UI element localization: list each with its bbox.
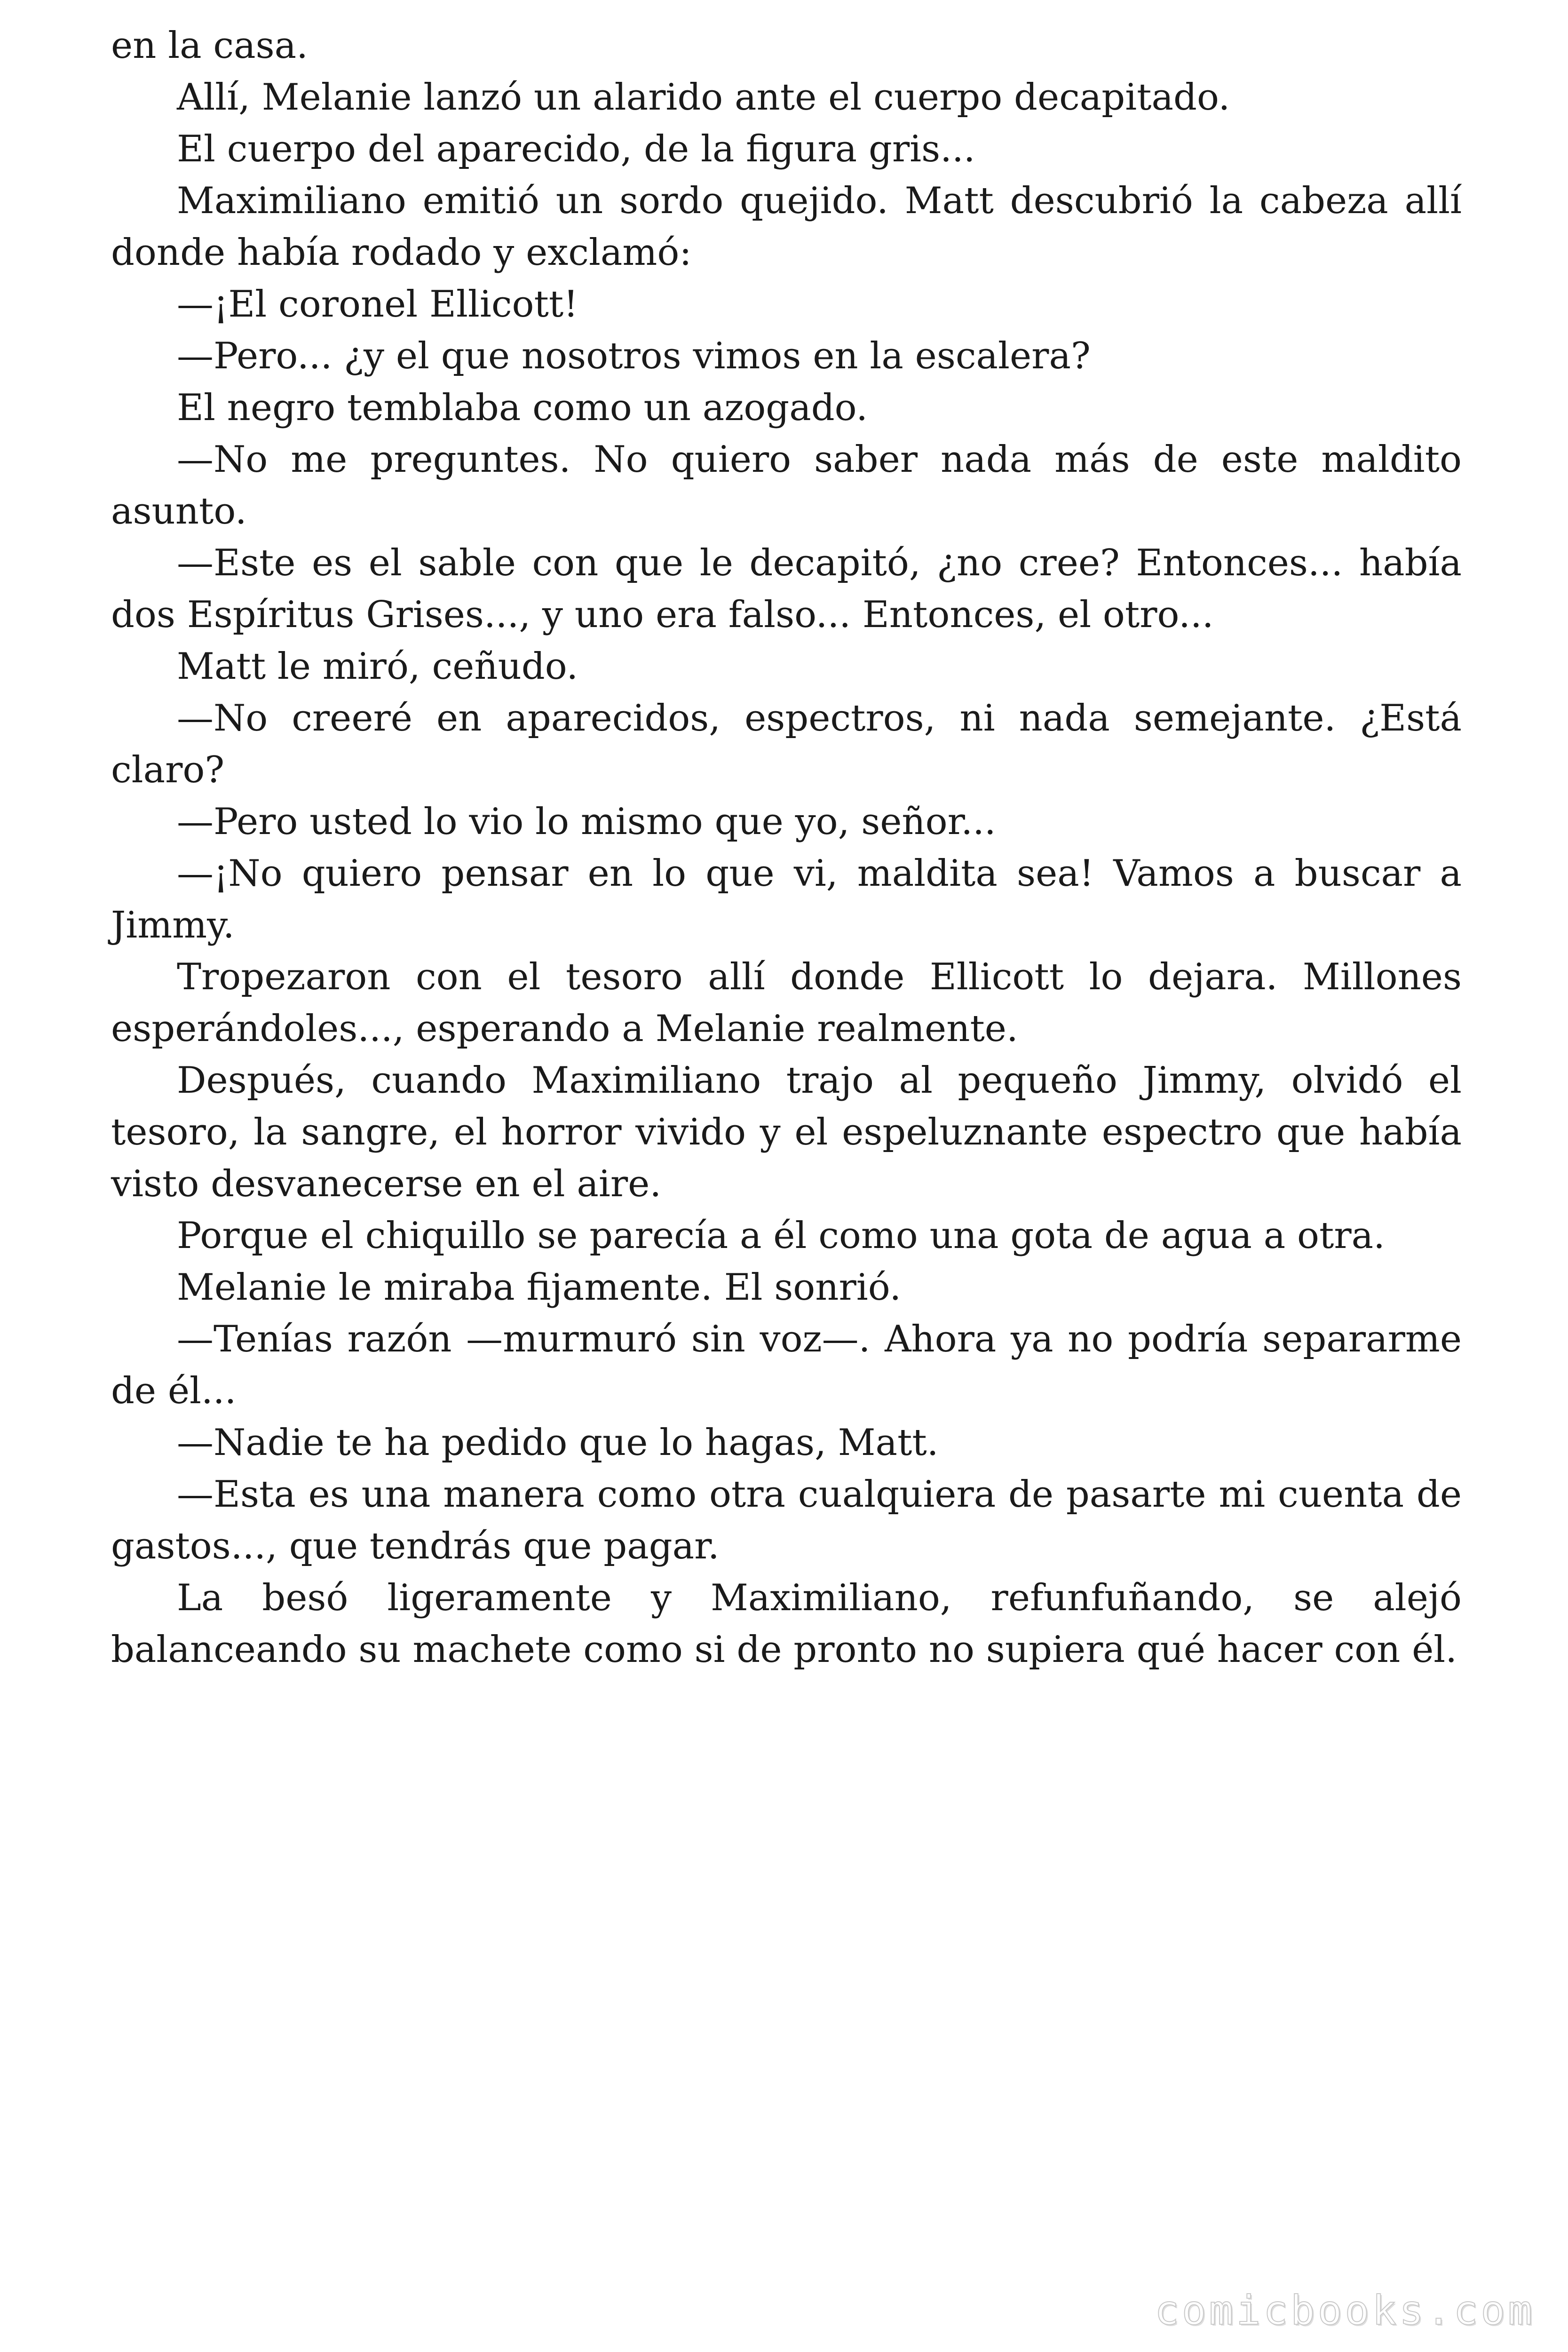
paragraph: Después, cuando Maximiliano trajo al pequeño Jimmy, olvidó el tesoro, la sangre, el horror vivido y el espeluznante espectro que había visto desvanecerse en el aire. bbox=[111, 1059, 1462, 1205]
paragraph: El negro temblaba como un azogado. bbox=[177, 387, 868, 429]
dialogue-line: —Esta es una manera como otra cualquiera de pasarte mi cuenta de gastos..., que tendrás que pagar. bbox=[111, 1473, 1462, 1567]
body-text bbox=[111, 20, 1462, 1676]
paragraph: El cuerpo del aparecido, de la figura gris... bbox=[177, 128, 975, 170]
paragraph: La besó ligeramente y Maximiliano, refunfuñando, se alejó balanceando su machete como si de pronto no supiera qué hacer con él. bbox=[111, 1577, 1462, 1671]
dialogue-line: —Nadie te ha pedido que lo hagas, Matt. bbox=[177, 1422, 939, 1464]
dialogue-line: —Pero usted lo vio lo mismo que yo, señor... bbox=[177, 801, 996, 843]
site-watermark: comicbooks.com bbox=[1155, 2287, 1535, 2334]
dialogue-line: —¡El coronel Ellicott! bbox=[177, 283, 578, 326]
paragraph: Melanie le miraba fijamente. El sonrió. bbox=[177, 1266, 902, 1309]
paragraph: Tropezaron con el tesoro allí donde Ellicott lo dejara. Millones esperándoles..., esperando a Melanie realmente. bbox=[111, 956, 1462, 1050]
dialogue-line: —Pero... ¿y el que nosotros vimos en la escalera? bbox=[177, 335, 1091, 377]
paragraph: Allí, Melanie lanzó un alarido ante el cuerpo decapitado. bbox=[177, 76, 1230, 119]
paragraph: Porque el chiquillo se parecía a él como una gota de agua a otra. bbox=[177, 1215, 1385, 1257]
dialogue-line: —¡No quiero pensar en lo que vi, maldita sea! Vamos a buscar a Jimmy. bbox=[111, 852, 1462, 946]
paragraph-continuation: en la casa. bbox=[111, 24, 308, 67]
paragraph: Matt le miró, ceñudo. bbox=[177, 645, 578, 688]
dialogue-line: —Tenías razón —murmuró sin voz—. Ahora ya no podría separarme de él... bbox=[111, 1318, 1462, 1412]
dialogue-line: —Este es el sable con que le decapitó, ¿no cree? Entonces... había dos Espíritus Grises..., y uno era falso... Entonces, el otro... bbox=[111, 542, 1462, 636]
dialogue-line: —No me preguntes. No quiero saber nada más de este maldito asunto. bbox=[111, 438, 1462, 532]
dialogue-line: —No creeré en aparecidos, espectros, ni nada semejante. ¿Está claro? bbox=[111, 697, 1462, 791]
paragraph: Maximiliano emitió un sordo quejido. Matt descubrió la cabeza allí donde había rodado y exclamó: bbox=[111, 180, 1462, 274]
